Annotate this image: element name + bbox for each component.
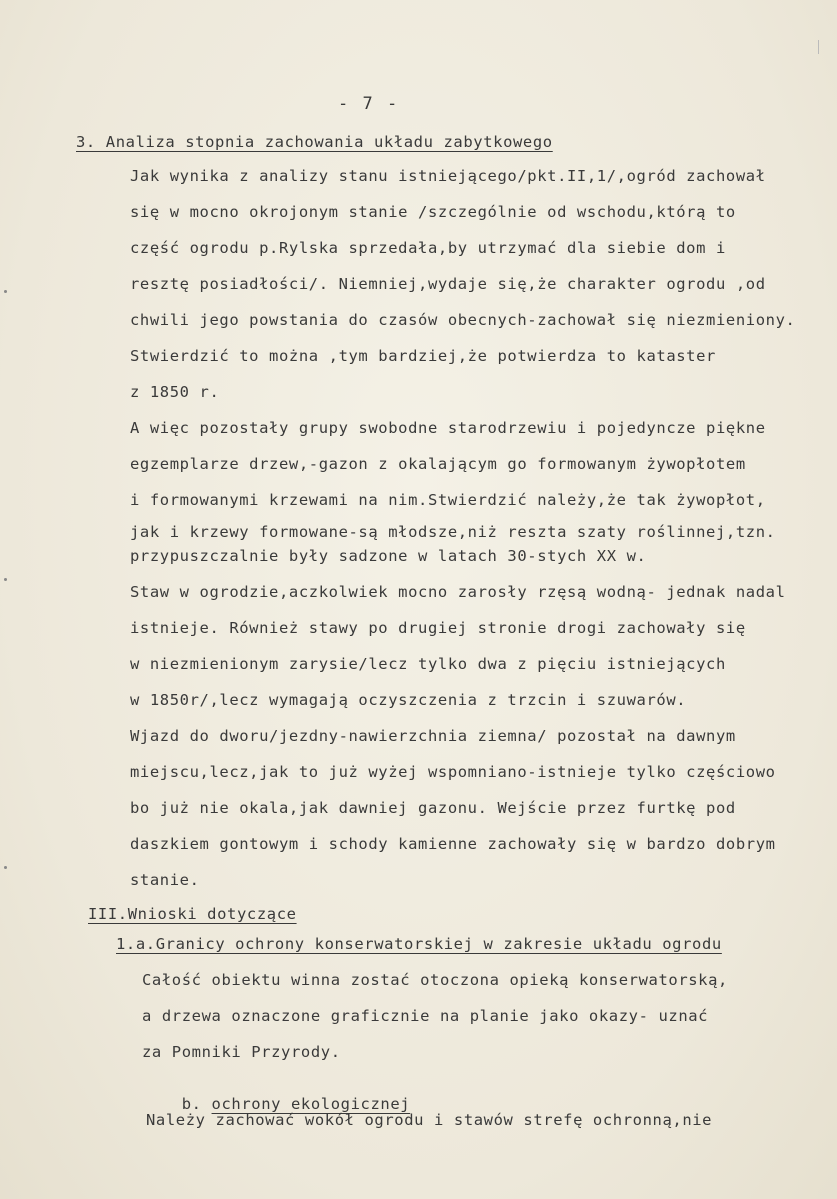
- text-line: Jak wynika z analizy stanu istniejącego/pkt.II,1/,ogród zachował: [130, 167, 766, 185]
- section-3-heading: 3. Analiza stopnia zachowania układu zabytkowego: [76, 133, 553, 151]
- text-line: część ogrodu p.Rylska sprzedała,by utrzymać dla siebie dom i: [130, 239, 726, 257]
- text-line: z 1850 r.: [130, 383, 220, 401]
- text-line: Stwierdzić to można ,tym bardziej,że potwierdza to kataster: [130, 347, 716, 365]
- section-iii-heading: III.Wnioski dotyczące: [88, 905, 297, 923]
- text-line: A więc pozostały grupy swobodne starodrzewiu i pojedyncze piękne: [130, 419, 766, 437]
- text-line: daszkiem gontowym i schody kamienne zachowały się w bardzo dobrym: [130, 835, 776, 853]
- text-line: się w mocno okrojonym stanie /szczególnie od wschodu,którą to: [130, 203, 736, 221]
- text-line: egzemplarze drzew,-gazon z okalającym go formowanym żywopłotem: [130, 455, 746, 473]
- sub-a-heading: 1.a.Granicy ochrony konserwatorskiej w zakresie układu ogrodu: [116, 935, 722, 953]
- text-line: jak i krzewy formowane-są młodsze,niż reszta szaty roślinnej,tzn.: [130, 523, 776, 541]
- margin-mark: [818, 40, 819, 54]
- page-number: - 7 -: [338, 94, 400, 114]
- text-line: w niezmienionym zarysie/lecz tylko dwa z pięciu istniejących: [130, 655, 726, 673]
- text-line: resztę posiadłości/. Niemniej,wydaje się,że charakter ogrodu ,od: [130, 275, 766, 293]
- text-line: istnieje. Również stawy po drugiej stronie drogi zachowały się: [130, 619, 746, 637]
- margin-dot: [4, 578, 7, 581]
- margin-dot: [4, 290, 7, 293]
- text-line: i formowanymi krzewami na nim.Stwierdzić należy,że tak żywopłot,: [130, 491, 766, 509]
- sub-b-heading: ochrony ekologicznej: [211, 1095, 411, 1113]
- text-line: miejscu,lecz,jak to już wyżej wspomniano-istnieje tylko częściowo: [130, 763, 776, 781]
- text-line: w 1850r/,lecz wymagają oczyszczenia z trzcin i szuwarów.: [130, 691, 687, 709]
- text-line: chwili jego powstania do czasów obecnych-zachował się niezmieniony.: [130, 311, 796, 329]
- text-line: Staw w ogrodzie,aczkolwiek mocno zarosły rzęsą wodną- jednak nadal: [130, 583, 786, 601]
- text-line: Należy zachować wokół ogrodu i stawów strefę ochronną,nie: [146, 1111, 713, 1129]
- text-line: a drzewa oznaczone graficznie na planie jako okazy- uznać: [142, 1007, 709, 1025]
- text-line: bo już nie okala,jak dawniej gazonu. Wejście przez furtkę pod: [130, 799, 736, 817]
- margin-dot: [4, 866, 7, 869]
- text-line: Wjazd do dworu/jezdny-nawierzchnia ziemna/ pozostał na dawnym: [130, 727, 736, 745]
- text-line: stanie.: [130, 871, 200, 889]
- text-line: przypuszczalnie były sadzone w latach 30-stych XX w.: [130, 547, 647, 565]
- text-line: Całość obiektu winna zostać otoczona opieką konserwatorską,: [142, 971, 728, 989]
- sub-b-prefix: b.: [181, 1095, 202, 1113]
- text-line: za Pomniki Przyrody.: [142, 1043, 341, 1061]
